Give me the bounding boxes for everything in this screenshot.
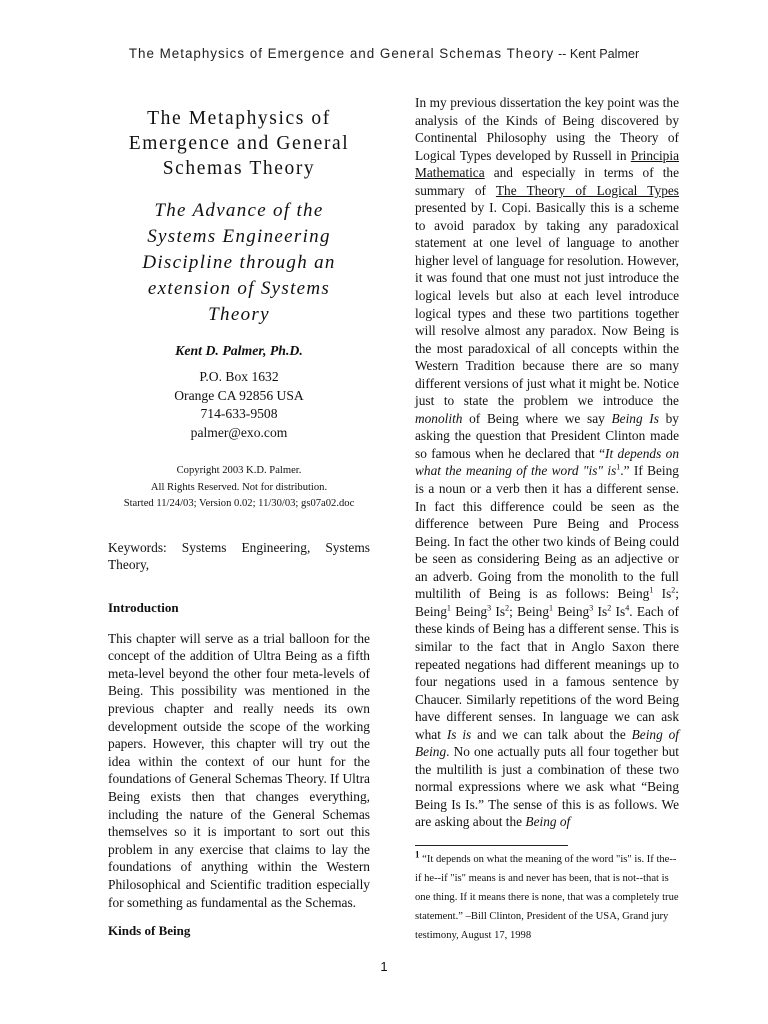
copyright-notice: [108, 463, 370, 513]
text-run: Is: [653, 586, 672, 602]
footnote-marker: 1: [415, 849, 420, 860]
superscript: 2: [607, 603, 612, 613]
section-heading-introduction: Introduction: [108, 599, 179, 615]
superscript: 4: [625, 603, 630, 613]
address-line: P.O. Box 1632: [199, 369, 279, 384]
text-run: Is: [593, 603, 608, 619]
subtitle-line: Systems Engineering: [147, 226, 331, 247]
text-run: ; Being: [509, 603, 549, 619]
emphasis: Being Is: [611, 410, 659, 426]
text-run: Is: [491, 603, 506, 619]
left-column: [108, 94, 370, 939]
address-line: Orange CA 92856 USA: [174, 387, 304, 403]
author-name: Kent D. Palmer, Ph.D.: [175, 343, 303, 358]
subtitle-line: The Advance of the: [154, 200, 324, 221]
superscript: 2: [671, 585, 676, 595]
copyright-line: All Rights Reserved. Not for distribution.: [150, 481, 328, 493]
link-principia-mathematica[interactable]: Principia Mathematica: [415, 147, 679, 181]
footnote: [415, 850, 679, 945]
quote-emphasis: It depends on what the meaning of the word "is" is: [415, 445, 679, 479]
superscript: 1: [446, 603, 451, 613]
text-run: of Being where we say: [462, 410, 612, 426]
subtitle-line: Theory: [208, 304, 270, 325]
title-line: The Metaphysics of: [147, 108, 331, 129]
text-run: Being: [450, 603, 488, 619]
document-title: [108, 106, 370, 181]
subtitle-line: extension of Systems: [147, 278, 331, 299]
copyright-line: Started 11/24/03; Version 0.02; 11/30/03; gs07a02.doc: [123, 498, 355, 509]
text-run: .” If Being is a noun or a verb then it has a different sense. In fact this difference could be seen as the difference between Pure Being and Process Being. In fact the other two kinds of Being could be seen as considering Being as an adjective or an adverb. Going from the monolith to the full multilith of Being is as follows: Being: [415, 463, 679, 602]
text-run: . No one actually puts all four together but the multilith is just a combination of these two normal expressions where we ask what “Being Being Is Is.” The sense of this is as follows. We are asking about the: [415, 744, 679, 830]
text-run: Being: [553, 603, 590, 619]
author-address: [108, 368, 370, 442]
introduction-paragraph: This chapter will serve as a trial balloon for the concept of the addition of Ultra Being as a fifth meta-level beyond the other four meta-levels of Being. This possibility was mentioned in the previous chapter and really needs its own development outside the scope of the working papers. However, this chapter will try out the idea within the context of our hunt for the foundations of General Schemas Theory. If Ultra Being exists then that changes everything, including the nature of the General Schemas themselves so it is important to sort out this problem in any exercise that claims to lay the foundations of anything within the Western Philosophical and Scientific tradition especially for something as fundamental as the Schemas.: [108, 630, 370, 910]
superscript: 1: [649, 585, 654, 595]
right-column: [415, 94, 679, 831]
text-run: by asking the question that President Clinton made so famous when he declared that “: [415, 410, 679, 461]
superscript: 3: [589, 603, 594, 613]
emphasis: Is is: [446, 726, 472, 742]
keywords: Keywords: Systems Engineering, Systems Theory,: [108, 539, 370, 573]
footnote-reference[interactable]: 1: [616, 463, 621, 473]
link-theory-of-logical-types[interactable]: The Theory of Logical Types: [495, 182, 679, 198]
text-run: presented by I. Copi. Basically this is a scheme to avoid paradox by taking any paradoxical statement at one level of language to another higher level of language for resolution. However, it was found that one must not just introduce the logical levels but also at each level introduce logical types and these two partitions together will resolve almost any paradox. Now Being is the most paradoxical of all concepts within the Western Tradition because there are so many different versions of just what it might be. Notice just to state the problem we introduce the: [415, 200, 679, 409]
emphasis: Being of Being: [415, 726, 680, 760]
emphasis: Being of: [525, 814, 571, 830]
text-run: Is: [611, 603, 626, 619]
footnote-divider: [415, 845, 568, 846]
superscript: 3: [487, 603, 492, 613]
email-address: palmer@exo.com: [190, 424, 288, 440]
body-paragraph: [415, 94, 679, 831]
superscript: 1: [549, 603, 553, 613]
header-author: -- Kent Palmer: [557, 47, 640, 61]
subtitle-line: Discipline through an: [142, 252, 336, 273]
text-run: and we can talk about the: [471, 726, 632, 742]
section-heading-kinds-of-being: Kinds of Being: [108, 923, 191, 939]
footnote-text: “It depends on what the meaning of the word "is" is. If the--if he--if "is" means is and never has been, that is not--that is one thing. If it means there is none, that was a completely true statement.” –Bill Clinton, President of the USA, Grand jury testimony, August 17, 1998: [415, 854, 679, 941]
text-run: In my previous dissertation the key point was the analysis of the Kinds of Being discovered by Continental Philosophy using the Theory of Logical Types developed by Russell in: [415, 95, 679, 163]
header-title: The Metaphysics of Emergence and General Schemas Theory: [128, 46, 555, 61]
running-header: [0, 46, 768, 61]
text-run: and especially in terms of the summary of: [415, 165, 679, 198]
title-line: Schemas Theory: [162, 158, 316, 179]
text-run: ; Being: [415, 586, 679, 619]
copyright-line: Copyright 2003 K.D. Palmer.: [176, 465, 302, 476]
text-run: . Each of these kinds of Being has a different sense. This is similar to the fact that in Anglo Saxon there repeated negations had different meanings up to four negations used in a famous sentence by Chaucer. Similarly repetitions of the word Being have different senses. In language we can ask what: [415, 603, 679, 742]
page-number: 1: [380, 959, 388, 974]
title-line: Emergence and General: [128, 133, 350, 154]
address-line: 714-633-9508: [200, 406, 278, 421]
superscript: 2: [505, 603, 510, 613]
emphasis: monolith: [415, 410, 463, 426]
document-subtitle: [108, 198, 370, 328]
